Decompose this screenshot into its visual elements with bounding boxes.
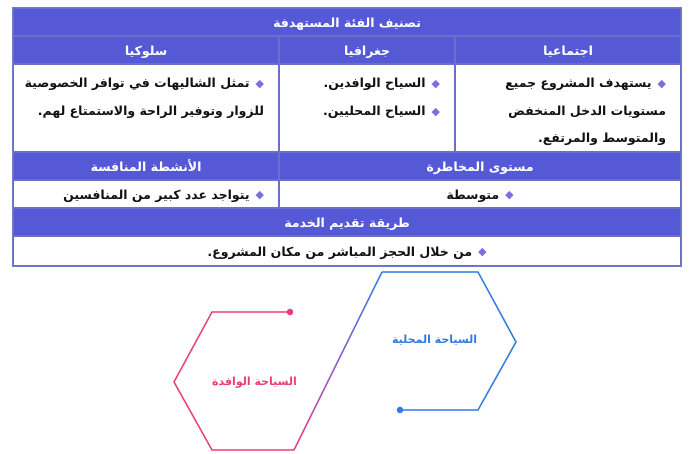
bullet-icon: ◆ <box>657 77 666 90</box>
competition-value: يتواجد عدد كبير من المنافسين <box>63 186 250 202</box>
bullet-icon: ◆ <box>431 77 440 90</box>
social-line-3: والمتوسط والمرتفع. <box>538 130 666 145</box>
bullet-icon: ◆ <box>255 77 264 90</box>
header-behavioral: سلوكيا <box>13 36 279 64</box>
bullet-icon: ◆ <box>505 187 514 201</box>
social-line-1: يستهدف المشروع جميع <box>505 75 652 90</box>
competition-header: الأنشطة المنافسة <box>13 152 279 180</box>
bullet-icon: ◆ <box>431 105 440 118</box>
behavioral-line-2: للزوار وتوفير الراحة والاستمتاع لهم. <box>37 103 264 118</box>
incoming-tourism-endpoint <box>287 309 293 315</box>
bullet-icon: ◆ <box>255 187 264 201</box>
local-tourism-label: السياحة المحلية <box>392 333 477 346</box>
service-header: طريقة تقديم الخدمة <box>13 208 681 236</box>
bullet-icon: ◆ <box>478 244 487 258</box>
header-social: اجتماعيا <box>455 36 681 64</box>
service-value: من خلال الحجز المباشر من مكان المشروع. <box>207 243 473 259</box>
geographic-item-1-text: السياح الوافدين. <box>323 75 426 90</box>
behavioral-line-1: تمثل الشاليهات في توافر الخصوصية <box>24 75 250 90</box>
geographic-item-2-text: السياح المحليين. <box>323 103 426 118</box>
incoming-tourism-label: السياحة الوافدة <box>212 375 297 388</box>
connector-diagonal <box>294 272 382 450</box>
risk-value: متوسطة <box>446 186 500 202</box>
social-line-2: مستويات الدخل المنخفض <box>508 103 666 118</box>
local-tourism-endpoint <box>397 407 403 413</box>
table-title: تصنيف الفئة المستهدفة <box>13 8 681 36</box>
header-geographic: جغرافيا <box>279 36 455 64</box>
risk-header: مستوى المخاطرة <box>279 152 681 180</box>
